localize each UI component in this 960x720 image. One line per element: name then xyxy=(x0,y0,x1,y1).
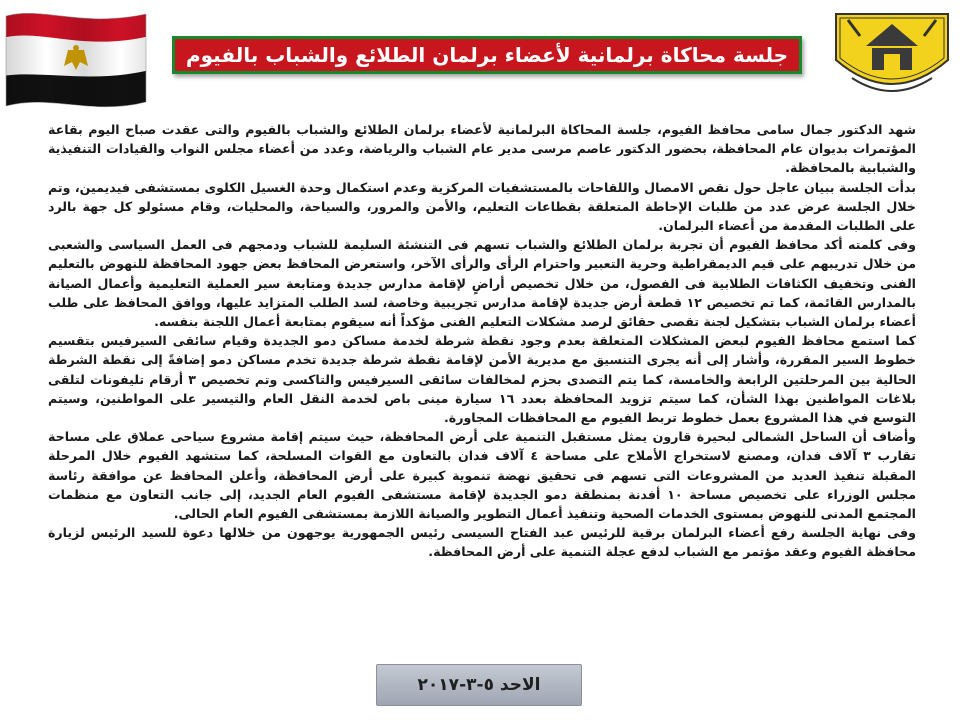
page-title: جلسة محاكاة برلمانية لأعضاء برلمان الطلائع والشباب بالفيوم xyxy=(185,43,789,67)
article-body xyxy=(48,120,916,640)
article-paragraph: شهد الدكتور جمال سامى محافظ الفيوم، جلسة المحاكاة البرلمانية لأعضاء برلمان الطلائع والشباب بالفيوم والتى عقدت صباح اليوم بقاعة المؤتمرات بديوان عام المحافظة، بحضور الدكتور عاصم مرسى مدير عام الشباب والرياضة، وعدد من أعضاء مجلس النواب والقيادات التنفيذية والشبابية بالمحافظة. xyxy=(48,122,916,176)
article-paragraph: بدأت الجلسة ببيان عاجل حول نقص الامصال واللقاحات بالمستشفيات المركزية وعدم استكمال وحدة الغسيل الكلوى بمستشفى فيديمين، وتم خلال الجلسة عرض عدد من طلبات الإحاطة المتعلقة بقطاعات التعليم، والأمن والمرور، والسياحة، والمحليات، وقام مسئولو كل جهة بالرد على الطلبات المقدمة من أعضاء البرلمان. xyxy=(48,179,916,234)
article-paragraph: وفى كلمته أكد محافظ الفيوم أن تجربة برلمان الطلائع والشباب تسهم فى التنشئة السليمة للشباب ودمجهم فى العمل السياسى والشعبى من خلال تدريبهم على قيم الديمقراطية وحرية التعبير واحترام الرأى والرأى الآخر، واستعرض المحافظ بعض جهود المحافظة للنهوض بالتعليم الفنى وتخفيف الكثافات الطلابية فى الفصول، من خلال تخصيص أراضٍ لإقامة مدارس جديدة ومتابعة سير العملية التعليمية وأعمال الصيانة بالمدارس القائمة، كما تم تخصيص ١٢ قطعة أرض جديدة لإقامة مدارس تجريبية وخاصة، لسد الطلب المتزايد عليها، ووافق المحافظ على طلب أعضاء برلمان الشباب بتشكيل لجنة تقصى حقائق لرصد مشكلات التعليم الفنى مؤكداً أنه سيقوم بمتابعة أعمال اللجنة بنفسه. xyxy=(48,237,916,330)
article-paragraph: وفى نهاية الجلسة رفع أعضاء البرلمان برقية للرئيس عبد الفتاح السيسى رئيس الجمهورية يوجهون من خلالها دعوة للسيد الرئيس لزيارة محافظة الفيوم وعقد مؤتمر مع الشباب لدفع عجلة التنمية على أرض المحافظة. xyxy=(48,525,916,560)
article-paragraph: وأضاف أن الساحل الشمالى لبحيرة قارون يمثل مستقبل التنمية على أرض المحافظة، حيث سيتم إقامة مشروع سياحى عملاق على مساحة تقارب ٣ آلاف فدان، ومصنع لاستخراج الأملاح على مساحة ٤ آلاف فدان بالتعاون مع القوات المسلحة، كما ستشهد الفيوم خلال المرحلة المقبلة تنفيذ العديد من المشروعات التى تسهم فى تحقيق نهضة تنموية كبيرة على أرض المحافظة، وأعلن المحافظ عن موافقة رئاسة مجلس الوزراء على تخصيص مساحة ١٠ أفدنة بمنطقة دمو الجديدة لإقامة مستشفى الفيوم العام الجديد، إلى جانب التعاون مع منظمات المجتمع المدنى للنهوض بمستوى الخدمات الصحية وتنفيذ أعمال التطوير والصيانة اللازمة بمستشفى الفيوم العام الحالى. xyxy=(48,429,916,522)
article-date: الاحد ٥-٣-٢٠١٧ xyxy=(417,675,541,695)
egypt-flag-icon xyxy=(2,6,150,118)
title-banner xyxy=(172,36,802,74)
date-badge xyxy=(376,664,582,706)
fayoum-governorate-logo-icon xyxy=(826,0,958,112)
article-paragraph: كما استمع محافظ الفيوم لبعض المشكلات المتعلقة بعدم وجود نقطة شرطة لخدمة مساكن دمو الجديدة وقيام سائقى السيرفيس بتقسيم خطوط السير المقررة، وأشار إلى أنه يجرى التنسيق مع مديرية الأمن لإقامة نقطة شرطة جديدة تخدم مساكن دمو إضافةً إلى نقطة الشرطة الحالية بين المرحلتين الرابعة والخامسة، كما يتم التصدى بحزم لمخالفات سائقى السيرفيس والتاكسى وتم تخصيص ٣ أرقام تليفونات لتلقى بلاغات المواطنين بهذا الشأن، كما سيتم تزويد المحافظة بعدد ١٦ سيارة مينى باص لخدمة النقل العام والتيسير على المواطنين، وسيتم التوسع في هذا المشروع بعمل خطوط تربط الفيوم مع المحافظات المجاورة. xyxy=(48,333,916,426)
